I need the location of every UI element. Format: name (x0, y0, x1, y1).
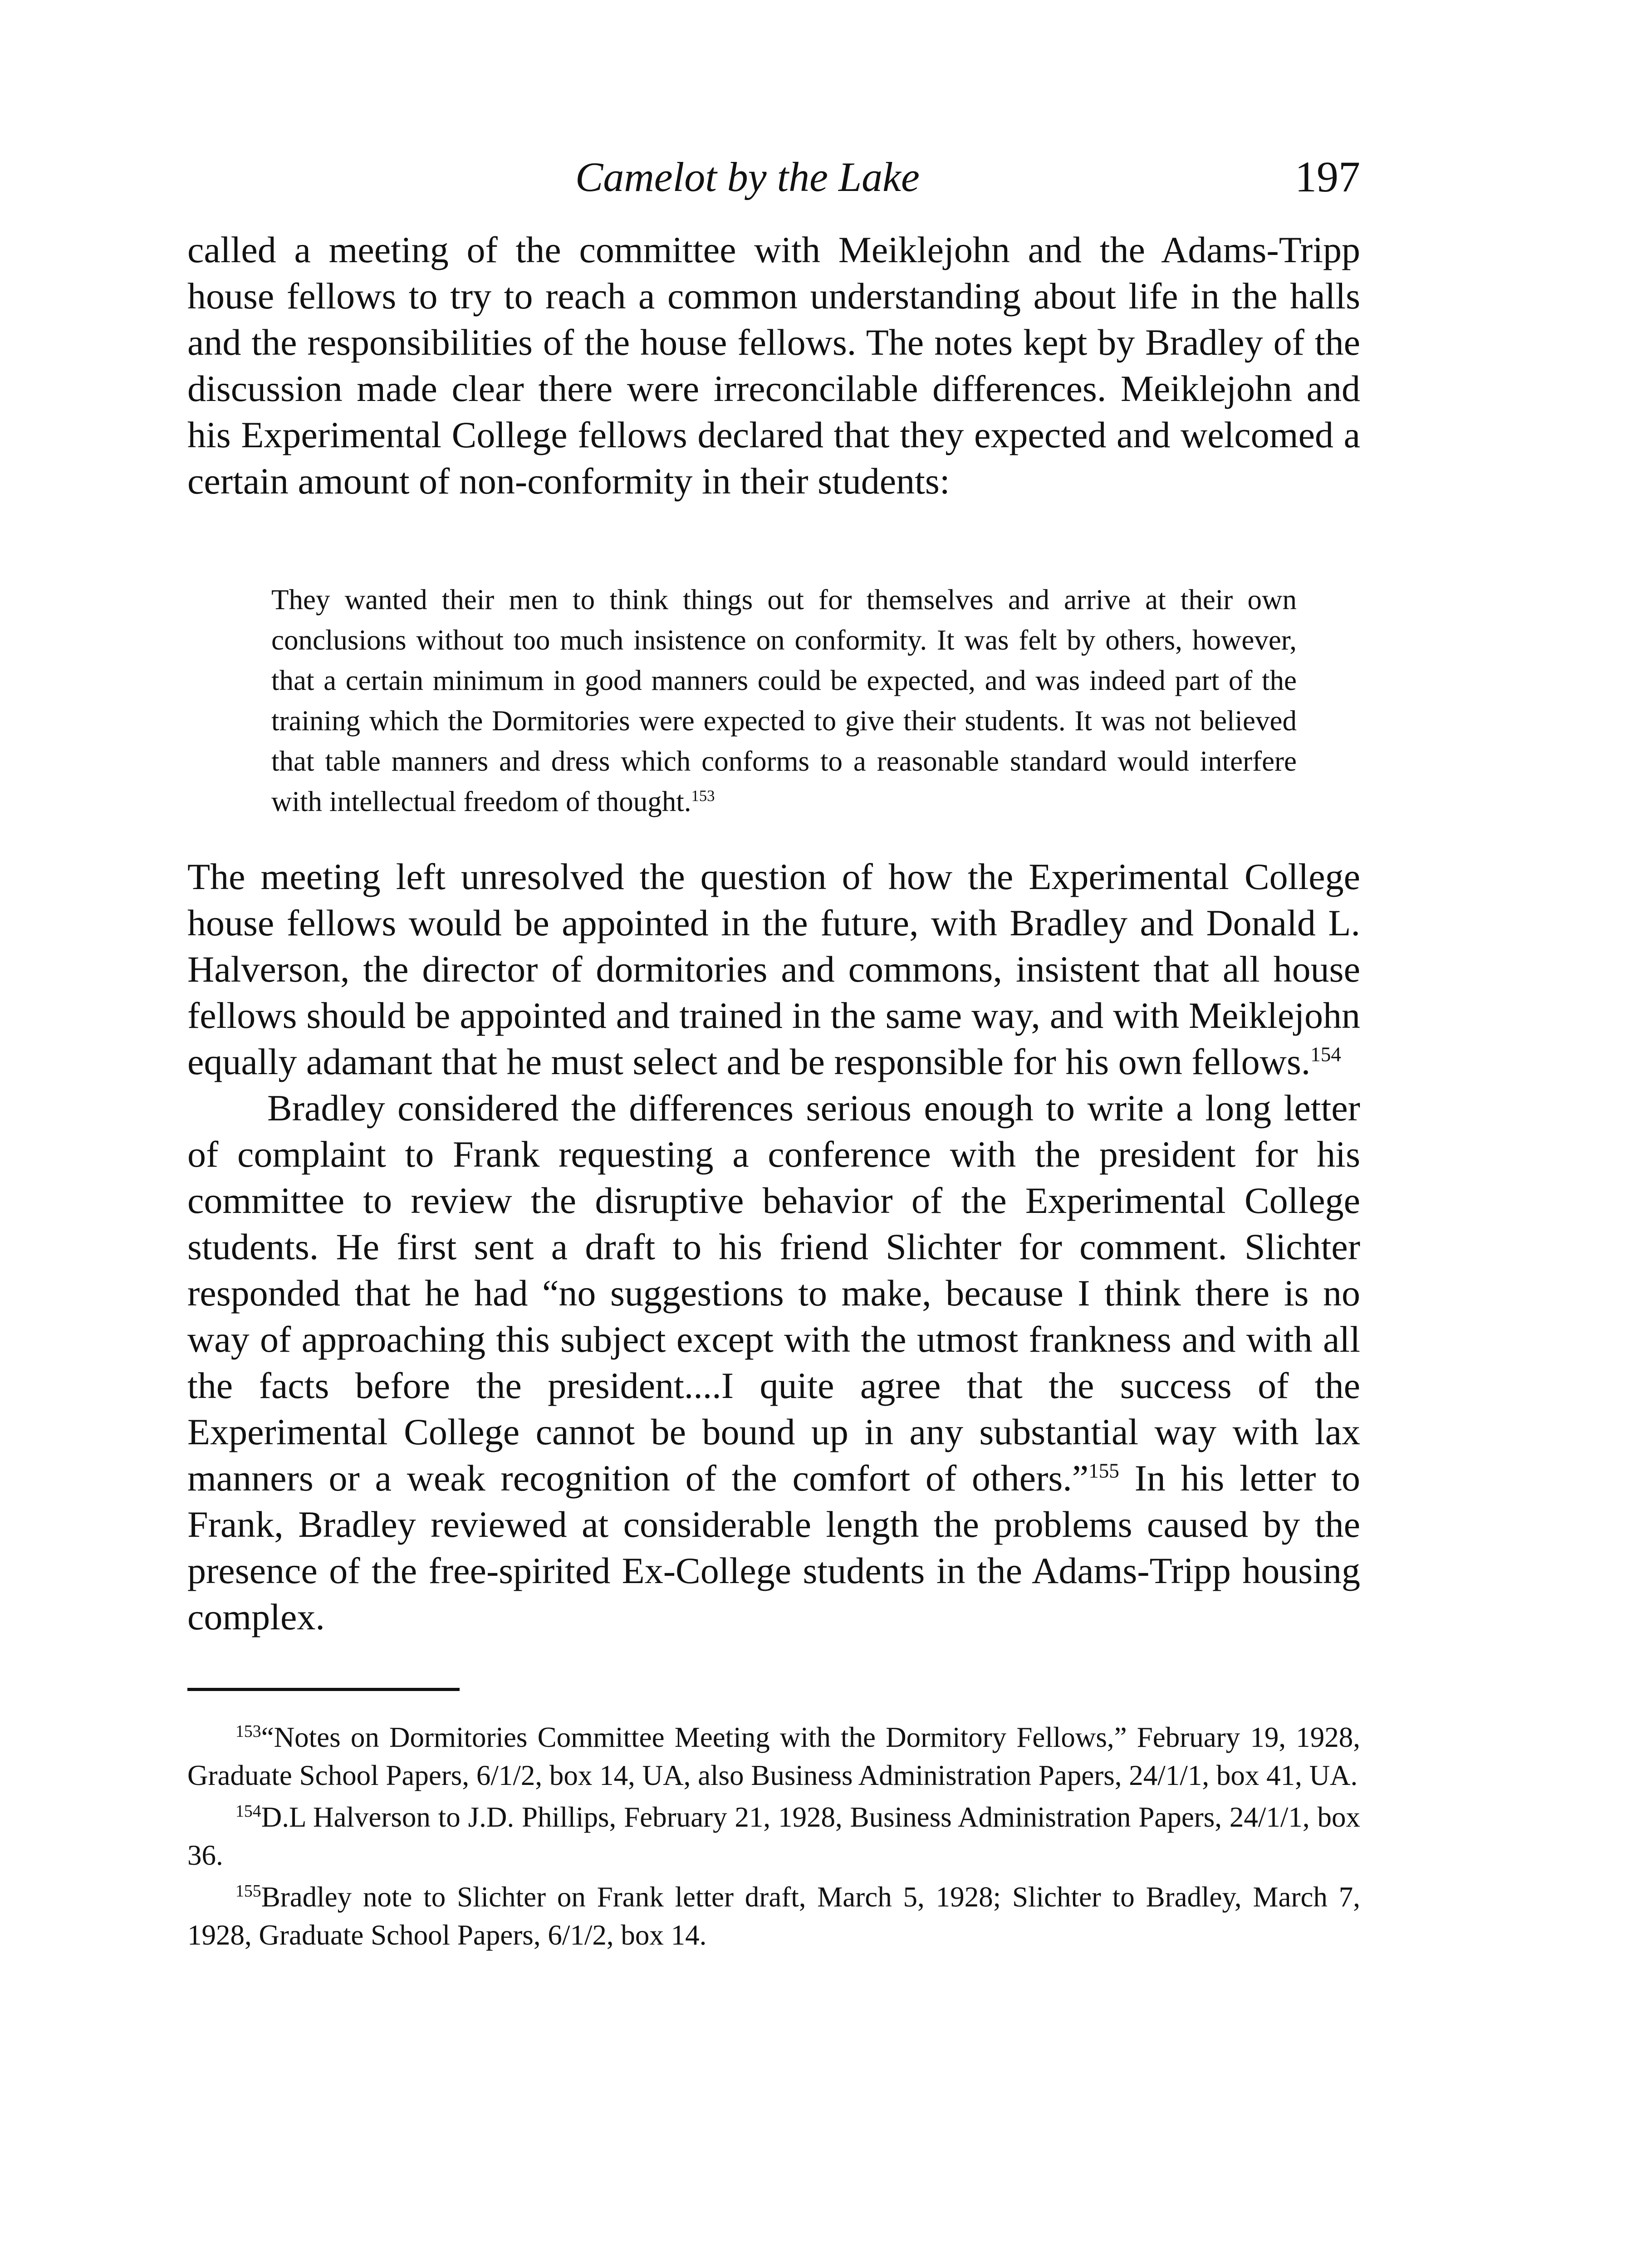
footnote-154 (187, 1798, 1360, 1874)
footnote-reference-153: 153 (691, 787, 715, 805)
footnote-reference-155: 155 (1088, 1459, 1119, 1482)
block-quotation-text: They wanted their men to think things out for themselves and arrive at their own conclusions without too much insistence on conformity. It was felt by others, however, that a certain minimum in good manners could be expected, and was indeed part of the training which the Dormitories were expected to give their students. It was not believed that table manners and dress which conforms to a reasonable standard would interfere with intellectual freedom of thought. (271, 584, 1297, 817)
running-head (187, 150, 1360, 213)
body-paragraph-3 (187, 1085, 1360, 1640)
body-paragraph-2 (187, 854, 1360, 1085)
block-quotation (271, 580, 1297, 822)
footnote-text: D.L Halverson to J.D. Phillips, February 21, 1928, Business Administration Papers, 24/1/1, box 36. (187, 1801, 1360, 1871)
body-paragraph-2-text: The meeting left unresolved the question of how the Experimental College house fellows would be appointed in the future, with Bradley and Donald L. Halverson, the director of dormitories and commons, insistent that all house fellows should be appointed and trained in the same way, and with Meiklejohn equally adamant that he must select and be responsible for his own fellows. (187, 856, 1360, 1082)
footnote-separator-rule (187, 1688, 460, 1691)
footnotes (187, 1718, 1360, 1954)
footnote-153 (187, 1718, 1360, 1794)
running-title: Camelot by the Lake (575, 154, 920, 200)
footnote-text: “Notes on Dormitories Committee Meeting with the Dormitory Fellows,” February 19, 1928, Graduate School Papers, 6/1/2, box 14, UA, also Business Administration Papers, 24/1/1, box 41, UA. (187, 1721, 1360, 1791)
footnote-reference-154: 154 (1310, 1043, 1341, 1066)
footnote-text: Bradley note to Slichter on Frank letter draft, March 5, 1928; Slichter to Bradley, March 7, 1928, Graduate School Papers, 6/1/2, box 14. (187, 1881, 1360, 1951)
body-paragraph-3-text-a: Bradley considered the differences serious enough to write a long letter of complaint to Frank requesting a conference with the president for his committee to review the disruptive behavior of the Experimental College students. He first sent a draft to his friend Slichter for comment. Slichter responded that he had “no suggestions to make, because I think there is no way of approaching this subject except with the utmost frankness and with all the facts before the president....I quite agree that the success of the Experimental College cannot be bound up in any substantial way with lax manners or a weak recognition of the comfort of others.” (187, 1087, 1360, 1499)
footnote-number: 155 (235, 1882, 261, 1901)
body-paragraph-3-text-b: In his letter to Frank, Bradley reviewed at considerable length the problems caused by the presence of the free-spirited Ex-College students in the Adams-Tripp housing complex. (187, 1457, 1360, 1637)
page-number: 197 (1295, 152, 1360, 201)
footnote-155 (187, 1878, 1360, 1954)
body-paragraph-1: called a meeting of the committee with Meiklejohn and the Adams-Tripp house fellows to try to reach a common understanding about life in the halls and the responsibilities of the house fellows. The notes kept by Bradley of the discussion made clear there were irreconcilable differences. Meiklejohn and his Experimental College fellows declared that they expected and welcomed a certain amount of non-conformity in their students: (187, 229, 1360, 502)
footnote-number: 154 (235, 1802, 261, 1821)
book-page (187, 150, 1360, 1958)
footnote-number: 153 (235, 1722, 261, 1741)
